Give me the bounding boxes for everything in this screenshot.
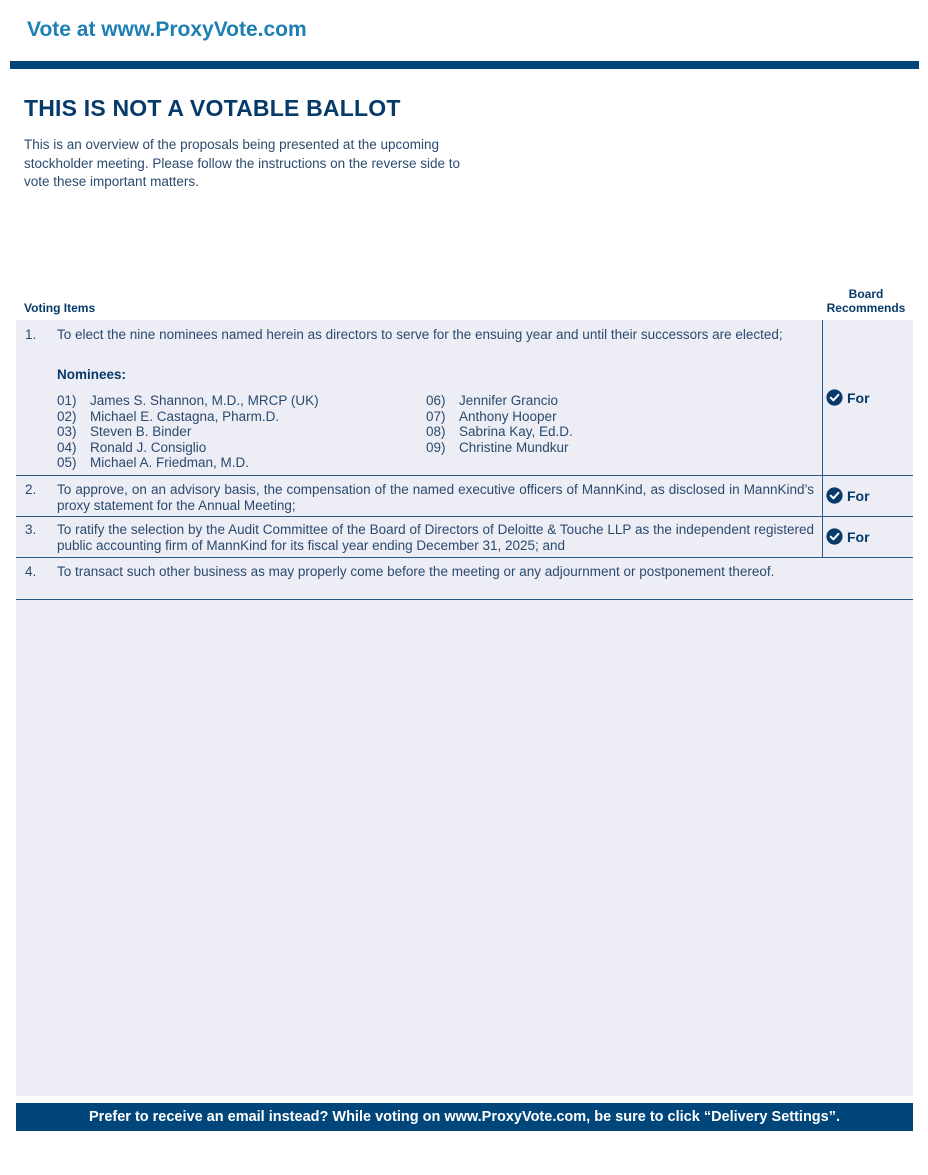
nominee-number: 01) [57, 393, 77, 408]
nominee-name: Sabrina Kay, Ed.D. [459, 424, 573, 440]
recommendation-for [826, 487, 870, 504]
nominee-number: 04) [57, 439, 77, 455]
check-circle-icon [826, 389, 843, 406]
nominee-number: 05) [57, 455, 77, 471]
check-circle-icon [826, 487, 843, 504]
nominee-number: 02) [57, 408, 77, 424]
nominee-name: Ronald J. Consiglio [90, 439, 207, 455]
item-text: To ratify the selection by the Audit Committee of the Board of Directors of Deloitte & Touche LLP as the independent registered public accounting firm of MannKind for its fiscal year ending December 31, 2025; and [57, 522, 814, 553]
recommendation-for [826, 389, 870, 406]
nominee-number: 08) [426, 424, 446, 440]
nominee-name: James S. Shannon, M.D., MRCP (UK) [90, 393, 319, 408]
item-number: 1. [25, 327, 37, 342]
voting-items-heading: Voting Items [24, 301, 96, 315]
recommendation-label: For [847, 528, 870, 545]
nominee-item [426, 409, 573, 425]
recommendation-label: For [847, 487, 870, 504]
board-recommends-line1: Board [848, 287, 884, 301]
item-number: 3. [25, 522, 37, 537]
recommendation-cell [822, 517, 913, 557]
check-circle-icon [826, 528, 843, 545]
board-recommends-line2: Recommends [826, 301, 906, 315]
nominee-number: 03) [57, 424, 77, 440]
nominees-list-right [426, 393, 573, 455]
item-number: 2. [25, 482, 37, 497]
intro-text: This is an overview of the proposals being presented at the upcoming stockholder meeting. Please follow the instructions on the reverse side to vote these important matters. [24, 137, 460, 189]
nominee-item [57, 409, 319, 425]
nominee-item [57, 424, 319, 440]
recommendation-cell [822, 320, 913, 475]
voting-item-4 [16, 558, 913, 600]
board-recommends-heading [818, 287, 914, 315]
nominee-name: Michael E. Castagna, Pharm.D. [90, 408, 280, 424]
nominee-number: 09) [426, 439, 446, 455]
recommendation-cell [822, 476, 913, 516]
nominee-item [57, 455, 319, 471]
nominee-name: Jennifer Grancio [459, 393, 559, 408]
nominee-item [57, 393, 319, 409]
nominee-number: 07) [426, 408, 446, 424]
item-text: To elect the nine nominees named herein as directors to serve for the ensuing year and until their successors are elected; [57, 327, 783, 342]
nominee-name: Anthony Hooper [459, 408, 557, 424]
proxyvote-link[interactable]: Vote at www.ProxyVote.com [27, 18, 307, 41]
nominees-label: Nominees: [57, 367, 127, 382]
recommendation-label: For [847, 389, 870, 406]
recommendation-for [826, 528, 870, 545]
voting-item-2 [16, 476, 913, 517]
nominee-name: Steven B. Binder [90, 424, 192, 440]
nominee-item [57, 440, 319, 456]
nominee-item [426, 393, 573, 409]
header-divider [10, 61, 919, 69]
nominee-name: Michael A. Friedman, M.D. [90, 455, 250, 471]
nominee-name: Christine Mundkur [459, 439, 569, 455]
nominee-item [426, 440, 573, 456]
email-delivery-banner: Prefer to receive an email instead? While voting on www.ProxyVote.com, be sure to click “Delivery Settings”. [16, 1103, 913, 1131]
voting-item-3 [16, 517, 913, 558]
nominees-list-left [57, 393, 319, 471]
item-text: To transact such other business as may properly come before the meeting or any adjournment or postponement thereof. [57, 564, 775, 579]
item-number: 4. [25, 564, 37, 579]
nominee-item [426, 424, 573, 440]
page-title: THIS IS NOT A VOTABLE BALLOT [24, 95, 401, 121]
nominee-number: 06) [426, 393, 446, 408]
item-text: To approve, on an advisory basis, the compensation of the named executive officers of MannKind, as disclosed in MannKind’s proxy statement for the Annual Meeting; [57, 482, 814, 513]
voting-item-1 [16, 320, 913, 476]
